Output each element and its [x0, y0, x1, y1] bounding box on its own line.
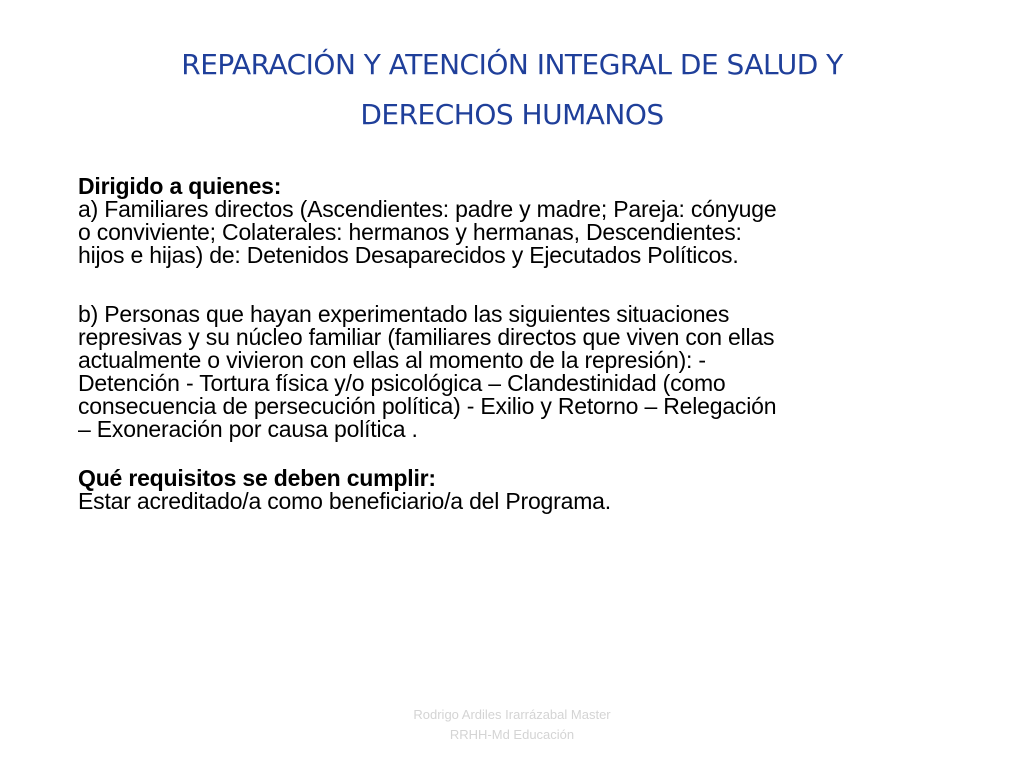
title-line-1: REPARACIÓN Y ATENCIÓN INTEGRAL DE SALUD Y	[181, 48, 843, 81]
paragraph-b-line-5: consecuencia de persecución política) - Exilio y Retorno – Relegación	[78, 393, 777, 419]
title-line-2: DERECHOS HUMANOS	[360, 98, 664, 131]
heading-requisitos: Qué requisitos se deben cumplir:	[78, 465, 436, 491]
paragraph-requirements	[78, 467, 878, 513]
paragraph-b-line-3: actualmente o vivieron con ellas al momento de la represión): -	[78, 347, 706, 373]
slide-title	[60, 40, 964, 140]
paragraph-a-line-2: o conviviente; Colaterales: hermanos y hermanas, Descendientes:	[78, 219, 742, 245]
paragraph-a-line-1: a) Familiares directos (Ascendientes: padre y madre; Pareja: cónyuge	[78, 196, 777, 222]
paragraph-b-line-4: Detención - Tortura física y/o psicológica – Clandestinidad (como	[78, 370, 726, 396]
heading-dirigido: Dirigido a quienes:	[78, 173, 282, 199]
paragraph-target-group-b	[78, 303, 878, 441]
paragraph-b-line-2: represivas y su núcleo familiar (familiares directos que viven con ellas	[78, 324, 775, 350]
paragraph-b-line-6: – Exoneración por causa política .	[78, 416, 418, 442]
paragraph-a-line-3: hijos e hijas) de: Detenidos Desaparecidos y Ejecutados Políticos.	[78, 242, 739, 268]
paragraph-target-group-a	[78, 175, 878, 267]
slide-footer	[350, 705, 674, 745]
footer-line-1: Rodrigo Ardiles Irarrázabal Master	[413, 707, 611, 722]
requirements-line: Estar acreditado/a como beneficiario/a del Programa.	[78, 488, 611, 514]
slide-body	[78, 175, 878, 513]
paragraph-b-line-1: b) Personas que hayan experimentado las siguientes situaciones	[78, 301, 730, 327]
footer-line-2: RRHH-Md Educación	[449, 727, 575, 742]
